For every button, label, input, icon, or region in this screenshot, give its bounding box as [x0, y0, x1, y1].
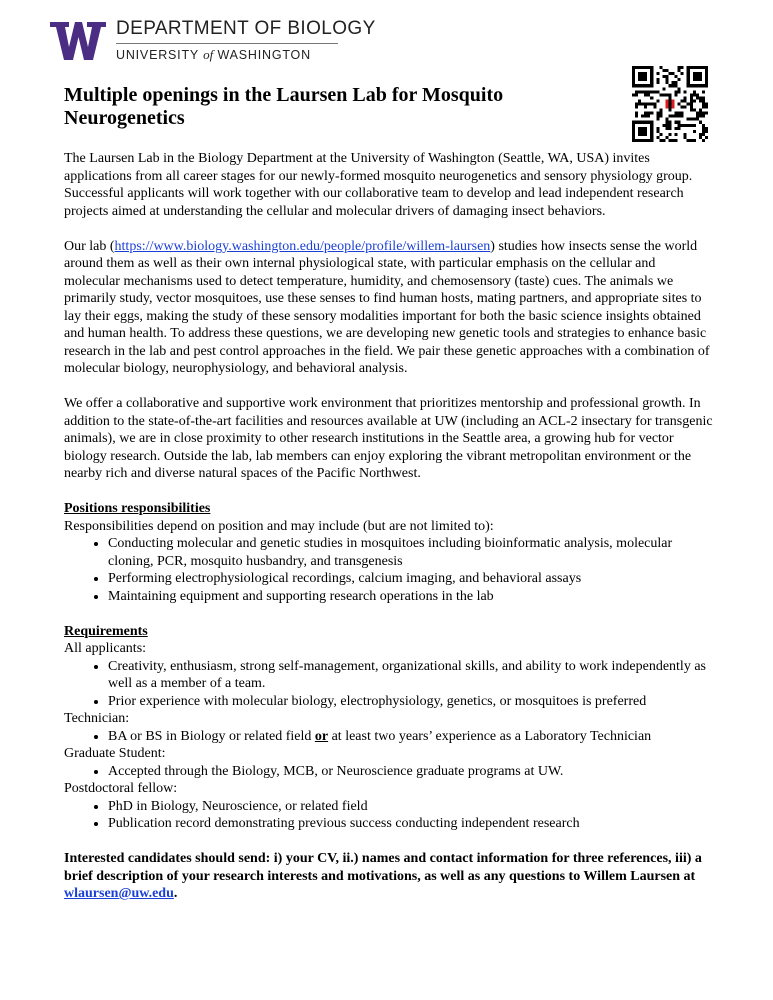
technician-list: [64, 728, 714, 746]
email-link[interactable]: wlaursen@uw.edu: [64, 886, 174, 901]
positions-section: [64, 500, 714, 605]
environment-paragraph: We offer a collaborative and supportive work environment that prioritizes mentorship and professional growth. In addition to the state-of-the-art facilities and resources available at UW (including an ACL-2 insectary for transgenic animals), we are in close proximity to other research institutions in the Seattle area, a growing hub for vector biology research. Outside the lab, lab members can enjoy exploring the vibrant metropolitan environment or the nearby rich and diverse natural spaces of the Pacific Northwest.: [64, 396, 713, 481]
intro-paragraph: The Laursen Lab in the Biology Department at the University of Washington (Seattle, WA, USA) invites applications from all career stages for our newly-formed mosquito neurogenetics and sensory physiology group. Successful applicants will work together with our collaborative team to develop and lead independent research projects aimed at understanding the cellular and molecular drivers of damaging insect behaviors.: [64, 151, 693, 219]
flyer-body: [64, 150, 714, 903]
list-item: • PhD in Biology, Neuroscience, or related field: [108, 798, 714, 816]
list-item: • Prior experience with molecular biology, electrophysiology, genetics, or mosquitoes is preferred: [108, 693, 714, 711]
department-name: DEPARTMENT OF BIOLOGY: [116, 18, 376, 39]
wordmark-divider: [116, 43, 338, 44]
list-item: • Performing electrophysiological recordings, calcium imaging, and behavioral assays: [108, 570, 714, 588]
positions-heading: Positions responsibilities: [64, 501, 211, 516]
list-item: • Conducting molecular and genetic studies in mosquitoes including bioinformatic analysis, molecular cloning, PCR, mosquito husbandry, and transgenesis: [108, 535, 714, 570]
list-item: • Maintaining equipment and supporting research operations in the lab: [108, 588, 714, 606]
page-title: Multiple openings in the Laursen Lab for Mosquito Neurogenetics: [64, 84, 504, 129]
requirements-section: [64, 623, 714, 833]
department-wordmark: [116, 18, 376, 63]
positions-list: [64, 535, 714, 605]
all-applicants-list: [64, 658, 714, 711]
contact-paragraph: Interested candidates should send: i) your CV, ii.) names and contact information for three references, iii) a brief description of your research interests and motivations, as well as any questions to Willem Laursen at wlaursen@uw.edu.: [64, 851, 702, 901]
list-item: • Publication record demonstrating previous success conducting independent research: [108, 815, 714, 833]
department-header: [50, 14, 376, 66]
graduate-label: Graduate Student:: [64, 746, 166, 761]
all-applicants-label: All applicants:: [64, 641, 147, 656]
postdoc-label: Postdoctoral fellow:: [64, 781, 178, 796]
lab-paragraph: Our lab (https://www.biology.washington.edu/people/profile/willem-laursen) studies how insects sense the world around them as well as their own internal physiological state, with particular emphasis on the cellular and molecular mechanisms used to detect temperature, humidity, and chemosensory (taste) cues. The animals we primarily study, vector mosquitoes, use these senses to find human hosts, mating partners, and appropriate sites to lay their eggs, making the study of these sensory modalities important for both the basic science insights obtained and human health. To address these questions, we are developing new genetic tools and strategies to enhance basic research in the lab and pest control approaches in the field. We pair these genetic approaches with a combination of molecular biology, neurophysiology, and behavioral analysis.: [64, 238, 710, 376]
university-name: UNIVERSITY of WASHINGTON: [116, 47, 311, 62]
lab-profile-link[interactable]: https://www.biology.washington.edu/people/profile/willem-laursen: [114, 238, 491, 254]
uw-w-logo: [50, 22, 106, 60]
positions-lead: Responsibilities depend on position and may include (but are not limited to):: [64, 518, 494, 534]
postdoc-list: [64, 798, 714, 833]
graduate-list: [64, 763, 714, 781]
requirements-heading: Requirements: [64, 623, 148, 639]
technician-label: Technician:: [64, 711, 130, 726]
list-item: • BA or BS in Biology or related field or at least two years’ experience as a Laboratory Technician: [108, 728, 714, 746]
list-item: • Accepted through the Biology, MCB, or Neuroscience graduate programs at UW.: [108, 763, 714, 781]
qr-code-icon: [632, 66, 708, 142]
list-item: • Creativity, enthusiasm, strong self-management, organizational skills, and ability to work independently as well as a member of a team.: [108, 658, 714, 693]
